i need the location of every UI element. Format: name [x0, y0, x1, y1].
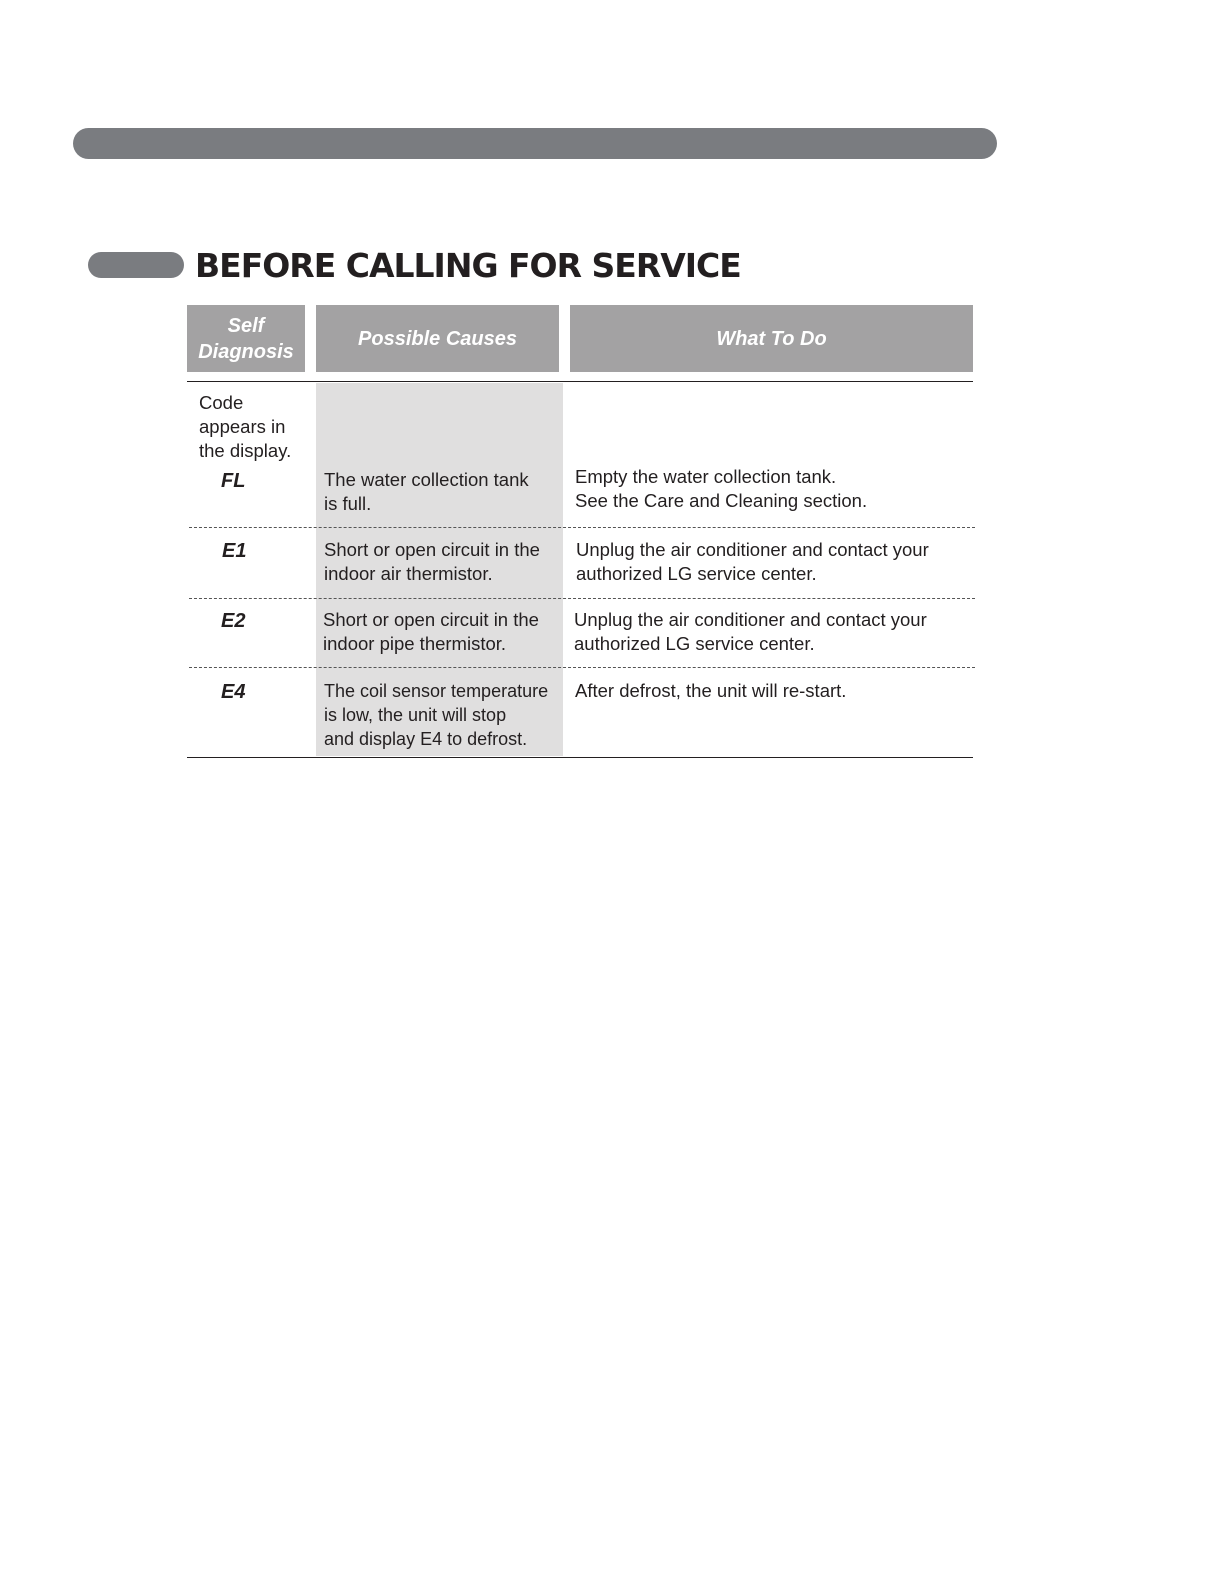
row-divider [189, 527, 975, 528]
error-code-e4: E4 [221, 681, 246, 703]
action-e1: Unplug the air conditioner and contact your authorized LG service center. [576, 539, 929, 584]
action-fl: Empty the water collection tank. See the Care and Cleaning section. [575, 466, 868, 511]
cause-e2: Short or open circuit in the indoor pipe thermistor. [323, 609, 539, 654]
error-code-e2: E2 [221, 610, 246, 632]
header-bar [73, 128, 997, 159]
row-divider [189, 667, 975, 668]
cause-e1: Short or open circuit in the indoor air thermistor. [324, 539, 540, 584]
section-title: BEFORE CALLING FOR SERVICE [195, 246, 741, 285]
action-e4: After defrost, the unit will re-start. [575, 680, 847, 701]
header-what-to-do-label: What To Do [716, 327, 827, 350]
action-e2: Unplug the air conditioner and contact your authorized LG service center. [574, 609, 927, 654]
header-self-diagnosis [187, 305, 305, 372]
error-code-e1: E1 [222, 540, 247, 562]
code-intro-text: Code appears in the display. [199, 392, 292, 461]
table-bottom-rule [187, 757, 973, 758]
header-self-diagnosis-label: Self Diagnosis [198, 314, 294, 363]
header-what-to-do [570, 305, 973, 372]
header-possible-causes-label: Possible Causes [358, 327, 517, 350]
cause-e4: The coil sensor temperature is low, the unit will stop and display E4 to defrost. [324, 681, 549, 749]
row-divider [189, 598, 975, 599]
table-top-rule [187, 381, 973, 382]
section-title-marker [88, 252, 184, 278]
header-possible-causes [316, 305, 559, 372]
cause-fl: The water collection tank is full. [324, 469, 529, 514]
error-code-fl: FL [221, 470, 246, 492]
